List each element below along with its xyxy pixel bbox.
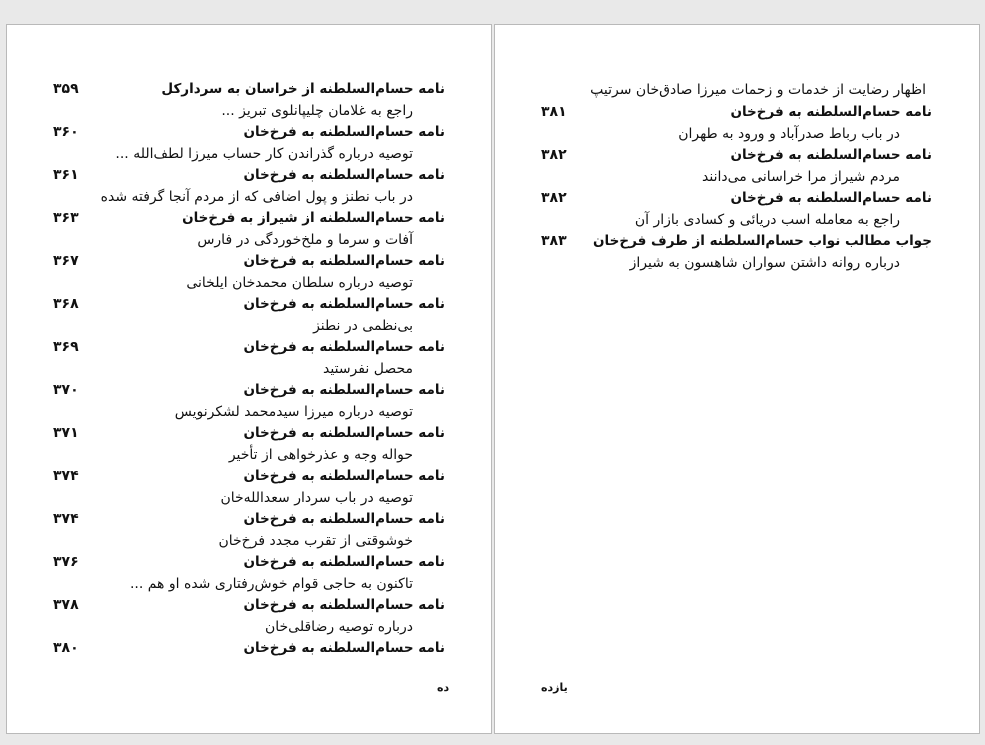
toc-page-number: ۳۶۸ — [53, 296, 79, 312]
toc-page-number: ۳۶۰ — [53, 124, 79, 140]
toc-page-number: ۳۸۲ — [541, 190, 567, 206]
toc-page-number: ۳۸۳ — [541, 233, 567, 249]
toc-entry-title: نامه حسام‌السلطنه به فرخ‌خان — [243, 640, 445, 656]
toc-entry-title: نامه حسام‌السلطنه به فرخ‌خان — [243, 296, 445, 312]
toc-page-number: ۳۶۷ — [53, 253, 79, 269]
toc-entry-description: بی‌نظمی در نطنز — [313, 318, 413, 334]
toc-entry-description: در باب رباط صدرآباد و ورود به طهران — [678, 126, 900, 142]
toc-lead-line: اظهار رضایت از خدمات و زحمات میرزا صادق‌خان سرتیپ — [590, 82, 926, 98]
left-page-folio: ده — [437, 681, 450, 694]
toc-entry-description: راجع به غلامان چلیپانلوی تبریز ... — [221, 103, 413, 119]
toc-entry-title: نامه حسام‌السلطنه به فرخ‌خان — [243, 554, 445, 570]
toc-page-number: ۳۷۰ — [53, 382, 79, 398]
toc-entry-title: جواب مطالب نواب حسام‌السلطنه از طرف فرخ‌خان — [593, 233, 932, 249]
toc-entry-title: نامه حسام‌السلطنه به فرخ‌خان — [243, 124, 445, 140]
toc-entry-title: نامه حسام‌السلطنه به فرخ‌خان — [243, 339, 445, 355]
toc-entry-description: محصل نفرستید — [323, 361, 413, 377]
toc-page-number: ۳۶۹ — [53, 339, 79, 355]
toc-entry-title: نامه حسام‌السلطنه به فرخ‌خان — [243, 468, 445, 484]
toc-entry-description: حواله وجه و عذرخواهی از تأخیر — [228, 447, 413, 463]
left-page — [6, 24, 492, 734]
toc-entry-title: نامه حسام‌السلطنه به فرخ‌خان — [243, 167, 445, 183]
toc-page-number: ۳۵۹ — [53, 81, 79, 97]
toc-entry-description: درباره توصیه رضاقلی‌خان — [264, 619, 413, 635]
toc-page-number: ۳۷۴ — [53, 511, 79, 527]
toc-page-number: ۳۸۲ — [541, 147, 567, 163]
toc-entry-description: خوشوقتی از تقرب مجدد فرخ‌خان — [218, 533, 413, 549]
right-page — [494, 24, 980, 734]
right-page-folio: یازده — [541, 681, 568, 694]
toc-page-number: ۳۷۸ — [53, 597, 79, 613]
toc-entry-title: نامه حسام‌السلطنه به فرخ‌خان — [243, 253, 445, 269]
toc-page-number: ۳۶۱ — [53, 167, 79, 183]
toc-page-number: ۳۷۱ — [53, 425, 79, 441]
toc-entry-description: توصیه درباره سلطان محمدخان ایلخانی — [186, 275, 413, 291]
toc-entry-description: توصیه درباره میرزا سیدمحمد لشکرنویس — [174, 404, 413, 420]
toc-page-number: ۳۸۰ — [53, 640, 79, 656]
toc-entry-description: مردم شیراز مرا خراسانی می‌دانند — [702, 169, 900, 185]
toc-entry-description: توصیه در باب سردار سعدالله‌خان — [220, 490, 413, 506]
toc-entry-description: تاکنون به حاجی قوام خوش‌رفتاری شده او هم ... — [129, 576, 413, 592]
toc-entry-title: نامه حسام‌السلطنه به فرخ‌خان — [730, 147, 932, 163]
toc-page-number: ۳۷۶ — [53, 554, 79, 570]
toc-page-number: ۳۶۳ — [53, 210, 79, 226]
toc-entry-title: نامه حسام‌السلطنه به فرخ‌خان — [730, 104, 932, 120]
toc-entry-title: نامه حسام‌السلطنه به فرخ‌خان — [243, 382, 445, 398]
toc-entry-title: نامه حسام‌السلطنه از شیراز به فرخ‌خان — [182, 210, 445, 226]
toc-entry-description: درباره روانه داشتن سواران شاهسون به شیراز — [629, 255, 900, 271]
toc-entry-title: نامه حسام‌السلطنه به فرخ‌خان — [243, 597, 445, 613]
toc-page-number: ۳۷۴ — [53, 468, 79, 484]
toc-entry-description: آفات و سرما و ملخ‌خوردگی در فارس — [197, 232, 413, 248]
toc-entry-title: نامه حسام‌السلطنه به فرخ‌خان — [243, 425, 445, 441]
toc-entry-description: توصیه درباره گذراندن کار حساب میرزا لطف‌الله ... — [115, 146, 413, 162]
toc-page-number: ۳۸۱ — [541, 104, 567, 120]
toc-entry-description: در باب نطنز و پول اضافی که از مردم آنجا گرفته شده — [100, 189, 413, 205]
toc-entry-title: نامه حسام‌السلطنه به فرخ‌خان — [243, 511, 445, 527]
toc-entry-description: راجع به معامله اسب دریائی و کسادی بازار آن — [634, 212, 900, 228]
toc-entry-title: نامه حسام‌السلطنه از خراسان به سردارکل — [161, 81, 445, 97]
toc-entry-title: نامه حسام‌السلطنه به فرخ‌خان — [730, 190, 932, 206]
